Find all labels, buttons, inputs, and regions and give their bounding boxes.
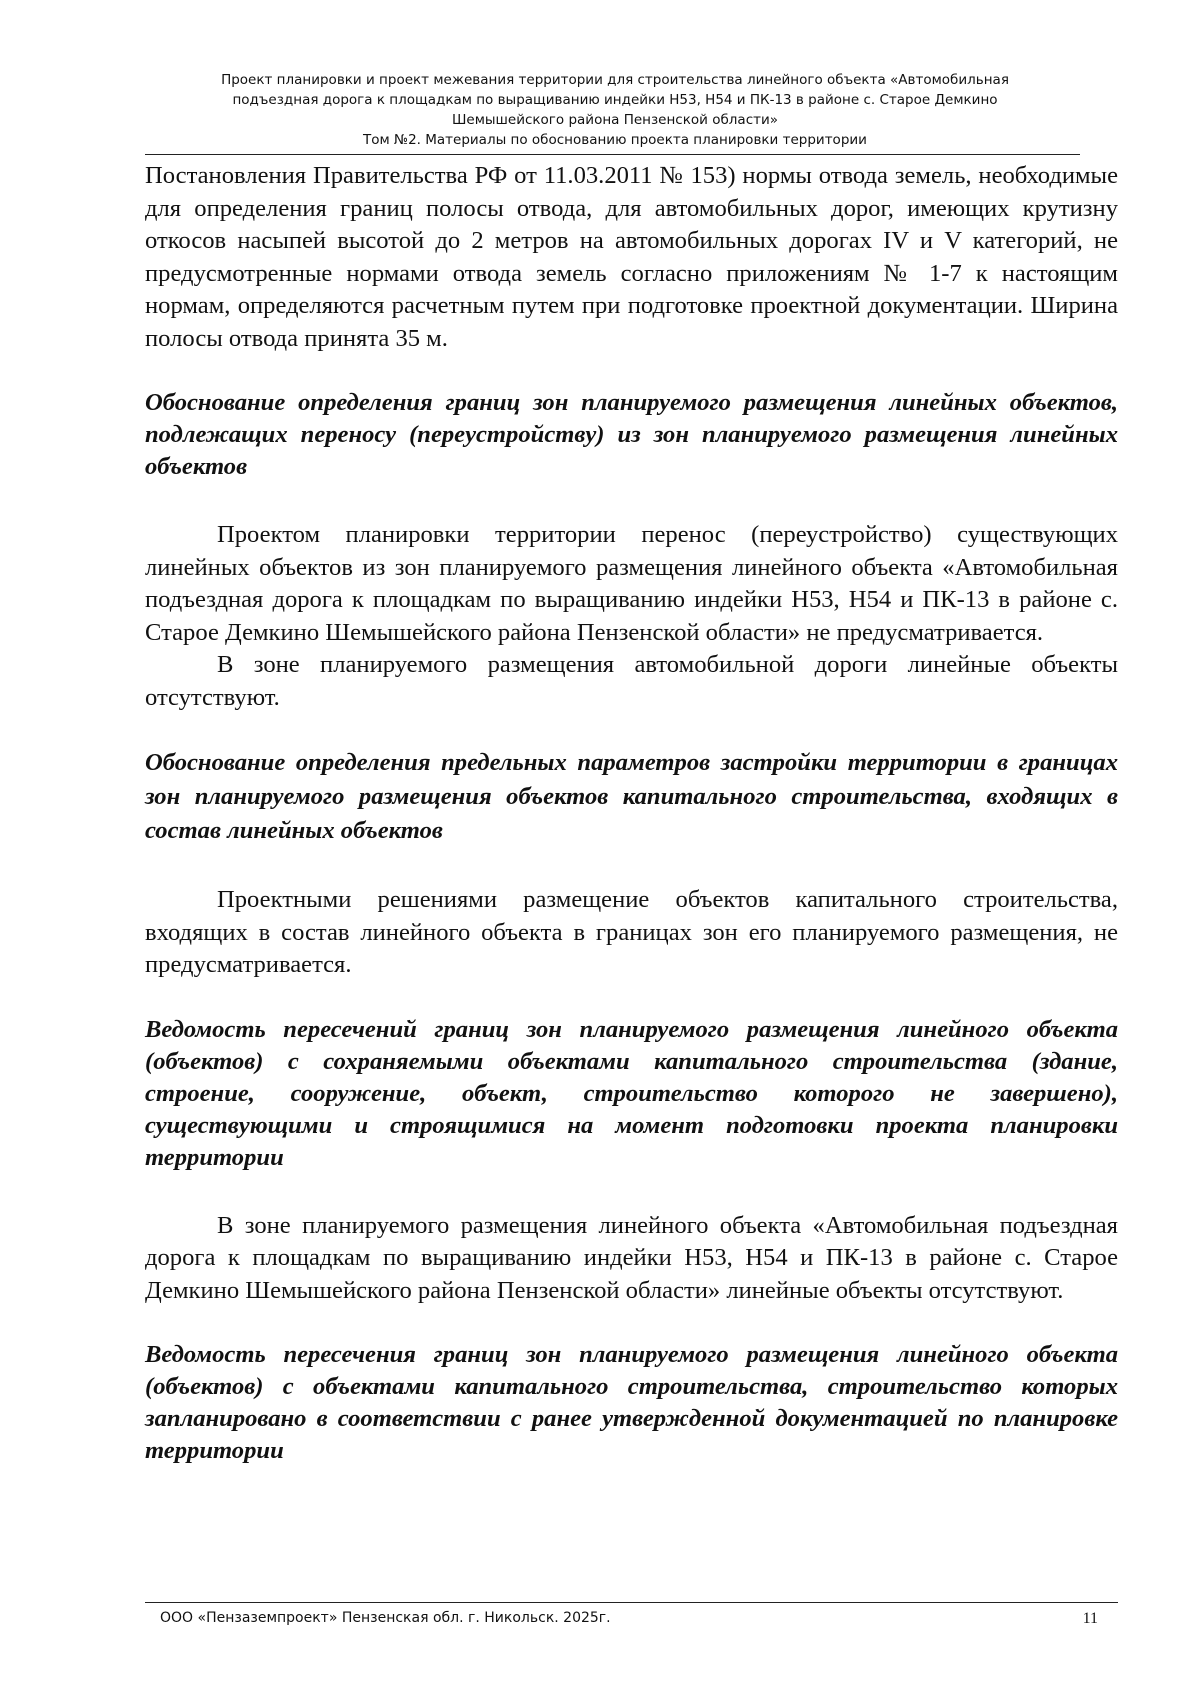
section-heading-intersections-planned: Ведомость пересечения границ зон планируемого размещения линейного объекта (объектов) с объектами капитального строительства, строительство которых запланировано в соответствии с ранее утвержденной документацией по планировке территории [145, 1341, 1118, 1464]
section-heading-intersections-existing: Ведомость пересечений границ зон планируемого размещения линейного объекта (объектов) с сохраняемыми объектами капитального строительства (здание, строение, сооружение, объект, строительство которого не завершено), существующими и строящимися на момент подготовки проекта планировки территории [145, 1015, 1118, 1171]
paragraph-intersections-existing: В зоне планируемого размещения линейного объекта «Автомобильная подъездная дорога к площадкам по выращиванию индейки Н53, Н54 и ПК-13 в районе с. Старое Демкино Шемышейского района Пензенской области» линейные объекты отсутствуют. [145, 1211, 1118, 1304]
paragraph-building-parameters: Проектными решениями размещение объектов капитального строительства, входящих в состав линейного объекта в границах зон его планируемого размещения, не предусматривается. [145, 886, 1118, 978]
page-number: 11 [1082, 1610, 1098, 1627]
footer-organization: ООО «Пензаземпроект» Пензенская обл. г. Никольск. 2025г. [160, 1610, 611, 1626]
footer-divider [145, 1602, 1118, 1603]
running-header [150, 70, 1080, 150]
paragraph-right-of-way: Постановления Правительства РФ от 11.03.2011 № 153) нормы отвода земель, необходимые для определения границ полосы отвода, для автомобильных дорог, имеющих крутизну откосов насыпей высотой до 2 метров на автомобильных дорогах IV и V категорий, не предусмотренные нормами отвода земель согласно приложениям № 1-7 к настоящим нормам, определяются расчетным путем при подготовке проектной документации. Ширина полосы отвода принята 35 м. [145, 162, 1118, 352]
paragraph-relocation: Проектом планировки территории перенос (переустройство) существующих линейных объектов из зон планируемого размещения линейного объекта «Автомобильная подъездная дорога к площадкам по выращиванию индейки Н53, Н54 и ПК-13 в районе с. Старое Демкино Шемышейского района Пензенской области» не предусматривается. [145, 521, 1118, 646]
header-line-3: Шемышейского района Пензенской области» [451, 112, 779, 128]
header-line-4: Том №2. Материалы по обоснованию проекта планировки территории [363, 132, 867, 148]
header-line-1: Проект планировки и проект межевания территории для строительства линейного объекта «Автомобильная [221, 72, 1009, 88]
section-heading-building-parameters: Обоснование определения предельных параметров застройки территории в границах зон планируемого размещения объектов капитального строительства, входящих в состав линейных объектов [145, 749, 1118, 844]
header-line-2: подъездная дорога к площадкам по выращиванию индейки Н53, Н54 и ПК-13 в районе с. Старое Демкино [232, 92, 998, 108]
paragraph-no-linear-objects: В зоне планируемого размещения автомобильной дороги линейные объекты отсутствуют. [145, 651, 1118, 711]
running-footer [160, 1610, 1110, 1626]
section-heading-relocation: Обоснование определения границ зон планируемого размещения линейных объектов, подлежащих переносу (переустройству) из зон планируемого размещения линейных объектов [145, 389, 1118, 480]
header-divider [145, 154, 1080, 155]
document-body [145, 160, 1118, 1467]
